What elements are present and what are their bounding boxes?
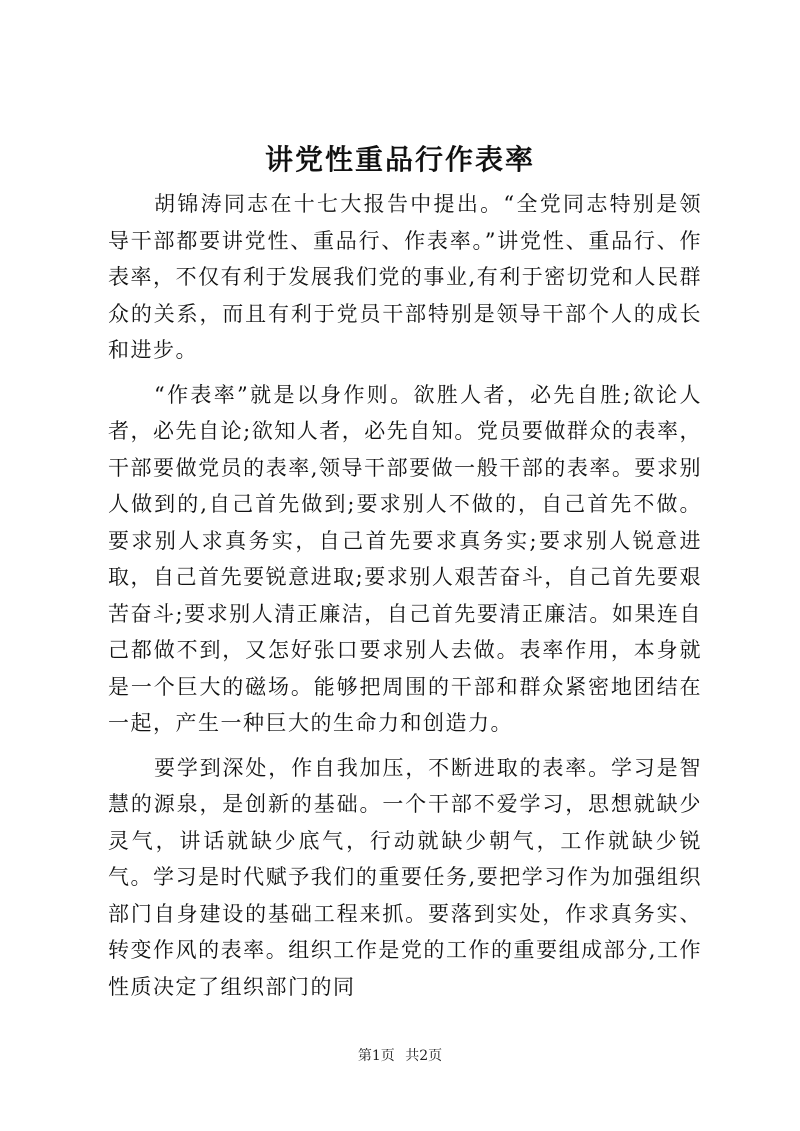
page-number: 第1页 bbox=[357, 1048, 395, 1064]
page-footer bbox=[0, 1046, 800, 1066]
document-title: 讲党性重品行作表率 bbox=[264, 143, 535, 176]
paragraph-2: “作表率”就是以身作则。欲胜人者，必先自胜;欲论人者，必先自论;欲知人者，必先自知。党员要做群众的表率，干部要做党员的表率,领导干部要做一般干部的表率。要求别人做到的,自己首先做到;要求别人不做的，自己首先不做。要求别人求真务实，自己首先要求真务实;要求别人锐意进取，自己首先要锐意进取;要求别人艰苦奋斗，自己首先要艰苦奋斗;要求别人清正廉洁，自己首先要清正廉洁。如果连自己都做不到，又怎好张口要求别人去做。表率作用，本身就是一个巨大的磁场。能够把周围的干部和群众紧密地团结在一起，产生一种巨大的生命力和创造力。 bbox=[108, 382, 702, 735]
page-total: 共2页 bbox=[405, 1048, 443, 1064]
paragraph-1: 胡锦涛同志在十七大报告中提出。“全党同志特别是领导干部都要讲党性、重品行、作表率。”讲党性、重品行、作表率，不仅有利于发展我们党的事业,有利于密切党和人民群众的关系，而且有利于党员干部特别是领导干部个人的成长和进步。 bbox=[108, 192, 702, 362]
document-body bbox=[108, 186, 702, 1013]
paragraph-3: 要学到深处，作自我加压，不断进取的表率。学习是智慧的源泉，是创新的基础。一个干部不爱学习，思想就缺少灵气，讲话就缺少底气，行动就缺少朝气，工作就缺少锐气。学习是时代赋予我们的重要任务,要把学习作为加强组织部门自身建设的基础工程来抓。要落到实处，作求真务实、转变作风的表率。组织工作是党的工作的重要组成部分,工作性质决定了组织部门的同 bbox=[108, 755, 702, 999]
